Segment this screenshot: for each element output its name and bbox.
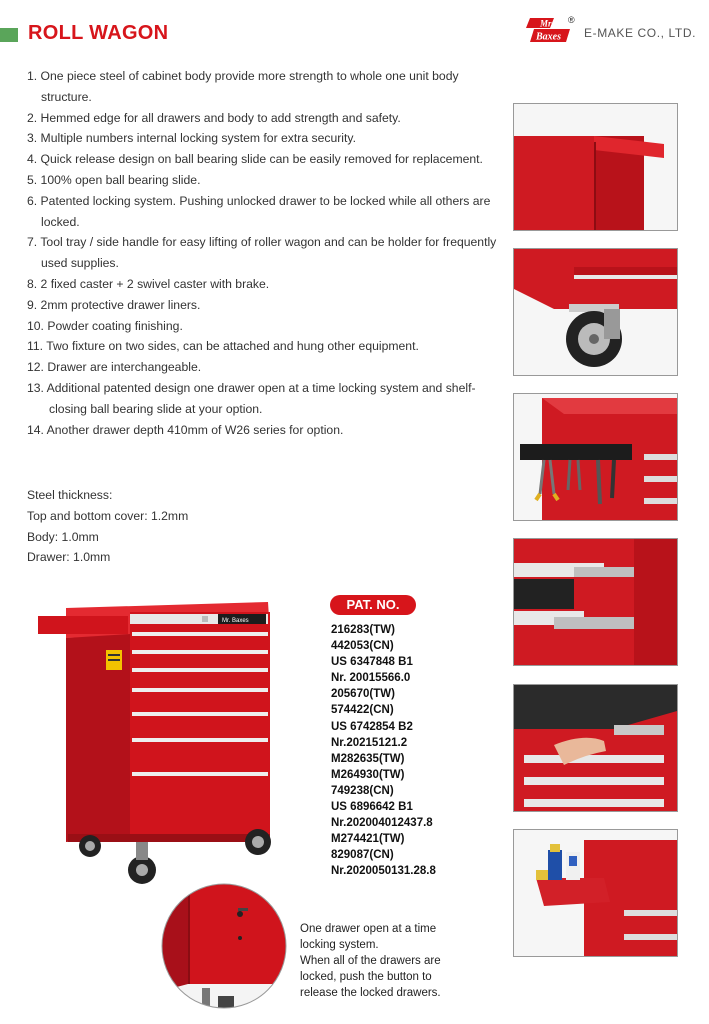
photo-cabinet-side-handle [513, 103, 678, 231]
feature-item: 10. Powder coating finishing. [27, 318, 183, 333]
patent-number: 442053(CN) [331, 640, 394, 653]
brand-logo [524, 14, 576, 44]
feature-item: 13. Additional patented design one drawer open at a time locking system and shelf-closing ball bearing slide at your option. [27, 380, 476, 416]
patent-number-list [331, 622, 436, 880]
feature-item: 2. Hemmed edge for all drawers and body to add strength and safety. [27, 110, 401, 125]
company-name: E-MAKE CO., LTD. [584, 26, 697, 40]
feature-item: 14. Another drawer depth 410mm of W26 series for option. [27, 422, 344, 437]
page-title: ROLL WAGON [28, 22, 169, 44]
feature-item: 9. 2mm protective drawer liners. [27, 297, 201, 312]
photo-side-tray [513, 829, 678, 957]
feature-item: 12. Drawer are interchangeable. [27, 360, 202, 375]
patent-number: Nr.20215121.2 [331, 736, 408, 749]
caption-line: When all of the drawers are [300, 955, 441, 968]
logo-text-top: Mr. [540, 18, 554, 29]
patent-number: 829087(CN) [331, 849, 394, 862]
patent-number: Nr.202004012437.8 [331, 817, 433, 830]
feature-item: 4. Quick release design on ball bearing slide can be easily removed for replacement. [27, 152, 483, 167]
photo-drawer-slides [513, 538, 678, 666]
patent-number: US 6742854 B2 [331, 720, 413, 733]
feature-item: 3. Multiple numbers internal locking system for extra security. [27, 131, 356, 146]
patent-number: Nr.2020050131.28.8 [331, 865, 436, 878]
patent-number: Nr. 20015566.0 [331, 672, 411, 685]
steel-thickness-heading: Steel thickness: [27, 488, 113, 502]
main-cabinet-image [38, 602, 288, 892]
caption-line: One drawer open at a time [300, 923, 437, 935]
caption-line: release the locked drawers. [300, 987, 441, 1000]
lock-button-closeup [158, 880, 290, 1012]
patent-number: M264930(TW) [331, 768, 405, 781]
patent-badge: PAT. NO. [330, 595, 416, 615]
registered-mark: ® [568, 15, 575, 25]
feature-item: 5. 100% open ball bearing slide. [27, 172, 201, 187]
feature-item: 11. Two fixture on two sides, can be attached and hung other equipment. [27, 339, 419, 354]
feature-item: 1. One piece steel of cabinet body provide more strength to whole one unit body structure. [27, 69, 459, 104]
steel-thickness-line: Body: 1.0mm [27, 529, 99, 544]
header-accent-bar [0, 28, 18, 42]
photo-drawer-liner-hand [513, 684, 678, 812]
patent-number: US 6347848 B1 [331, 656, 413, 669]
patent-number: M282635(TW) [331, 752, 405, 765]
caption-line: locking system. [300, 939, 379, 952]
patent-number: 205670(TW) [331, 688, 395, 701]
logo-text-bottom: Baxes [536, 31, 561, 43]
feature-item: 6. Patented locking system. Pushing unlocked drawer to be locked while all others are locked. [27, 193, 491, 229]
caption-line: locked, push the button to [300, 971, 432, 984]
patent-number: 749238(CN) [331, 784, 394, 797]
steel-thickness-line: Top and bottom cover: 1.2mm [27, 508, 189, 523]
patent-number: M274421(TW) [331, 833, 405, 846]
feature-list [27, 66, 502, 440]
patent-number: US 6896642 B1 [331, 801, 413, 814]
closeup-caption [300, 921, 470, 1001]
photo-tool-holder [513, 393, 678, 521]
steel-thickness-block [27, 485, 188, 568]
steel-thickness-line: Drawer: 1.0mm [27, 550, 111, 565]
feature-item: 8. 2 fixed caster + 2 swivel caster with brake. [27, 276, 270, 291]
cabinet-badge: Mr. Baxes [222, 618, 249, 624]
photo-caster-wheel [513, 248, 678, 376]
patent-number: 574422(CN) [331, 704, 394, 717]
patent-number: 216283(TW) [331, 624, 395, 636]
feature-item: 7. Tool tray / side handle for easy lifting of roller wagon and can be holder for frequently used supplies. [27, 235, 497, 271]
